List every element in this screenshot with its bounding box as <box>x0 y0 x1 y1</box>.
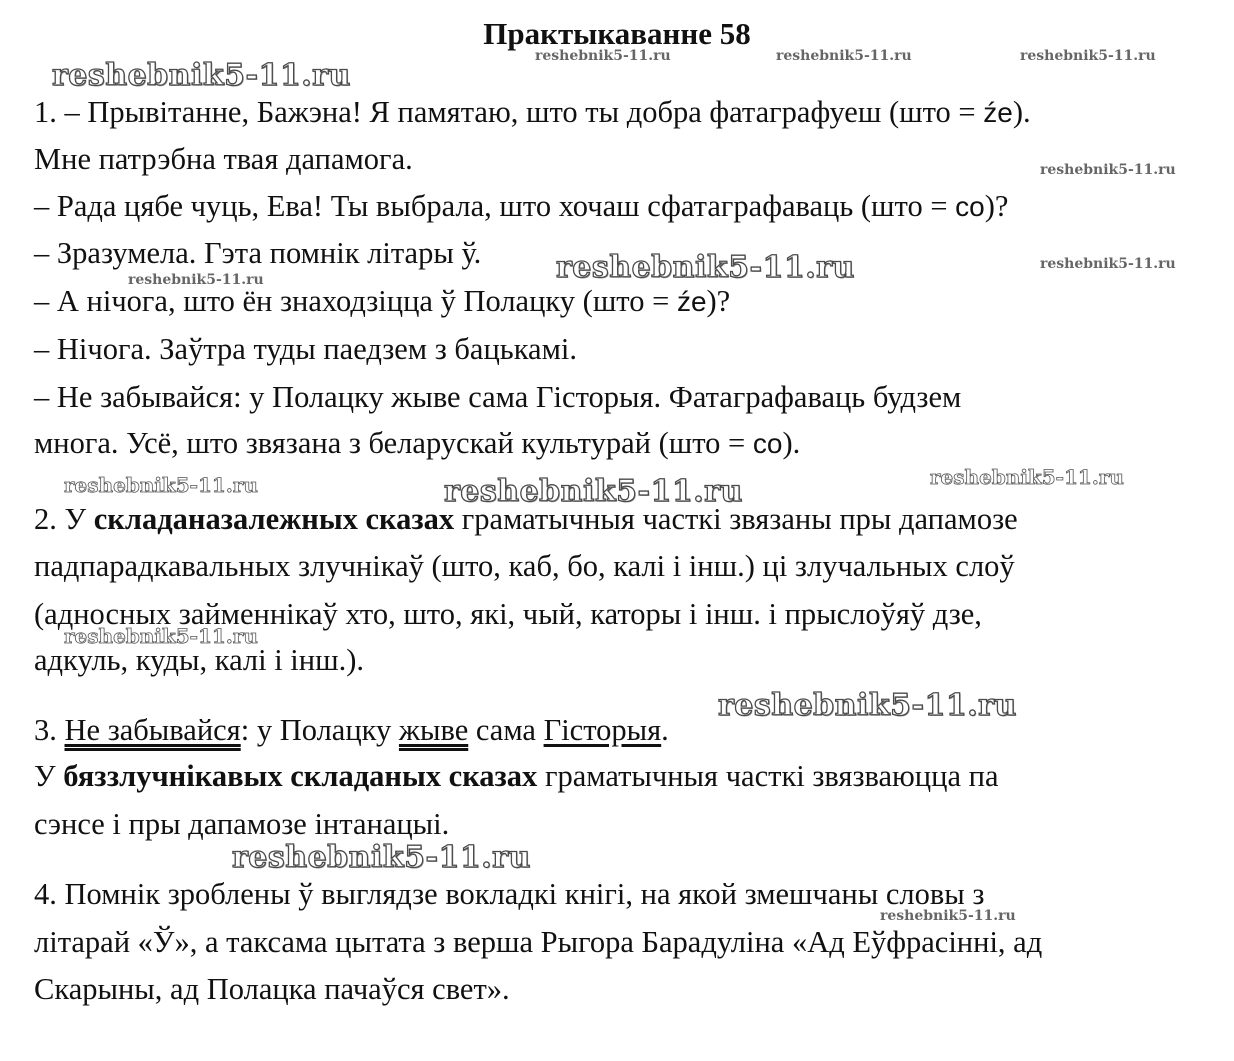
p2-line-4: адкуль, куды, калі і інш.). <box>34 643 364 677</box>
p1-line-8 <box>34 423 800 464</box>
watermark: reshebnik5-11.ru <box>64 473 258 497</box>
watermark: reshebnik5-11.ru <box>64 624 258 648</box>
p4-line-3: Скарыны, ад Полацка пачаўся свет». <box>34 972 510 1006</box>
p1-line-3 <box>34 186 1008 227</box>
p1-line-6: – Нічога. Заўтра туды паедзем з бацькамі. <box>34 332 577 366</box>
watermark: reshebnik5-11.ru <box>1020 48 1156 64</box>
polish-word: źe <box>983 97 1013 128</box>
polish-word: co <box>955 191 985 222</box>
watermark: reshebnik5-11.ru <box>128 272 264 288</box>
p3-line-3: сэнсе і пры дапамозе інтанацыі. <box>34 807 450 841</box>
text-segment: сама <box>468 713 544 747</box>
p3-line-1 <box>34 710 669 750</box>
predicate-underlined: жыве <box>398 713 469 747</box>
page-title: Практыкаванне 58 <box>483 16 751 51</box>
text-segment: )? <box>706 284 731 318</box>
text-segment: – Рада цябе чуць, Ева! Ты выбрала, што хочаш сфатаграфаваць (што = <box>34 189 956 223</box>
watermark: reshebnik5-11.ru <box>880 908 1016 924</box>
p4-line-2: літарай «Ў», а таксама цытата з верша Рыгора Барадуліна «Ад Еўфрасінні, ад <box>34 925 1043 959</box>
bold-term: бяззлучнікавых складаных сказах <box>63 759 538 793</box>
p2-line-3: (адносных займеннікаў хто, што, які, чый, каторы і інш. і прыслоўяў дзе, <box>34 597 982 631</box>
predicate-underlined: Не забывайся <box>64 713 241 747</box>
text-segment: 1. – Прывітанне, Бажэна! Я памятаю, што ты добра фатаграфуеш (што = <box>34 95 984 129</box>
watermark: reshebnik5-11.ru <box>776 48 912 64</box>
polish-word: źe <box>676 286 707 317</box>
p2-line-2: падпарадкавальных злучнікаў (што, каб, бо, калі і інш.) ці злучальных слоў <box>34 549 1015 583</box>
text-segment: . <box>661 713 669 747</box>
text-segment: ). <box>1012 95 1031 129</box>
watermark: reshebnik5-11.ru <box>1040 162 1176 178</box>
watermark: reshebnik5-11.ru <box>930 465 1124 489</box>
text-segment: ). <box>782 426 801 460</box>
text-segment: – А нічога, што ён знаходзіцца ў Полацку (што = <box>34 284 677 318</box>
watermark: reshebnik5-11.ru <box>52 58 351 93</box>
watermark: reshebnik5-11.ru <box>444 474 743 509</box>
watermark: reshebnik5-11.ru <box>556 250 855 285</box>
subject-underlined: Гісторыя <box>543 713 662 747</box>
text-segment: 2. У <box>34 502 94 536</box>
watermark: reshebnik5-11.ru <box>1040 256 1176 272</box>
polish-word: co <box>752 428 783 459</box>
text-segment: )? <box>984 189 1009 223</box>
text-segment: 3. <box>34 713 65 747</box>
p1-line-4: – Зразумела. Гэта помнік літары ў. <box>34 236 482 270</box>
text-segment: : у Полацку <box>240 713 399 747</box>
p1-line-7: – Не забывайся: у Полацку жыве сама Гісторыя. Фатаграфаваць будзем <box>34 380 962 414</box>
text-segment: граматычныя часткі звязаны пры дапамозе <box>454 502 1018 536</box>
p4-line-1: 4. Помнік зроблены ў выглядзе вокладкі кнігі, на якой змешчаны словы з <box>34 877 985 911</box>
p3-line-2 <box>34 756 998 796</box>
watermark: reshebnik5-11.ru <box>232 840 531 875</box>
watermark: reshebnik5-11.ru <box>535 48 671 64</box>
text-segment: граматычныя часткі звязваюцца па <box>537 759 999 793</box>
watermark: reshebnik5-11.ru <box>718 688 1017 723</box>
text-segment: У <box>34 759 64 793</box>
text-segment: многа. Усё, што звязана з беларускай культурай (што = <box>34 426 753 460</box>
bold-term: складаназалежных сказах <box>93 502 455 536</box>
p1-line-2: Мне патрэбна твая дапамога. <box>34 142 413 176</box>
p1-line-1 <box>34 92 1031 133</box>
